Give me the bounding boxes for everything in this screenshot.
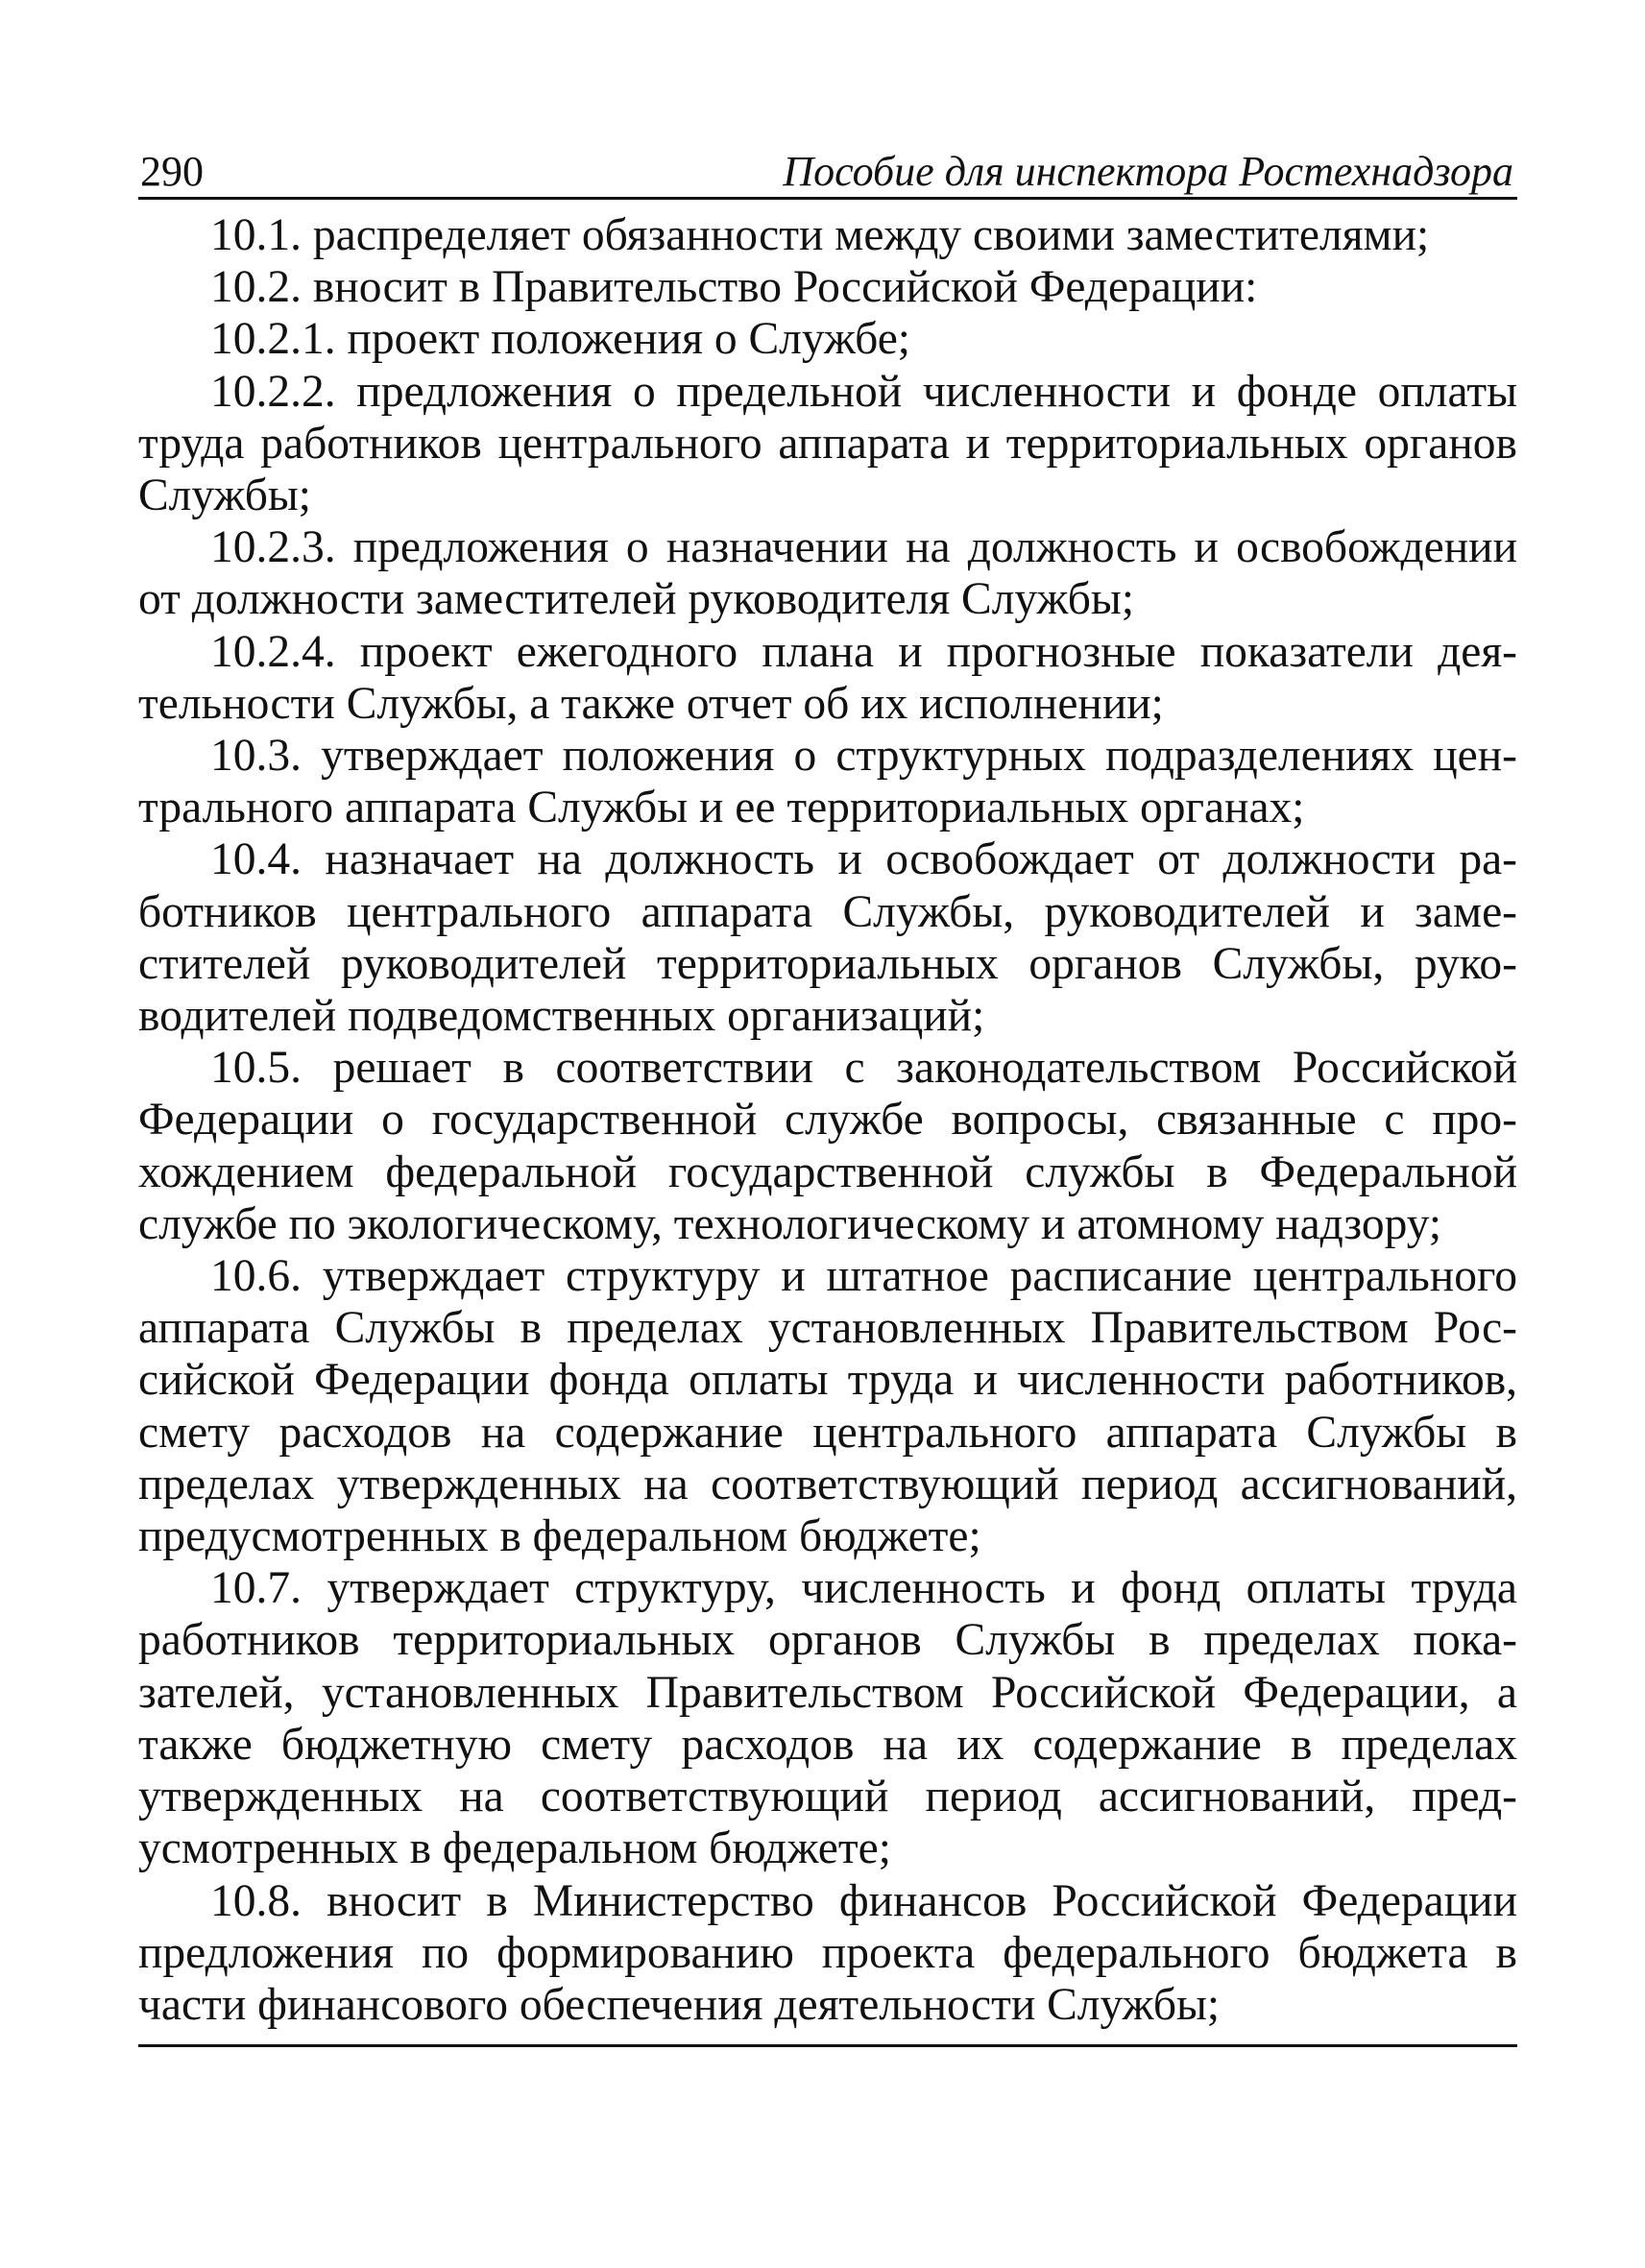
paragraph-10-6: 10.6. утверждает структуру и штатное расписание центрального аппарата Службы в пределах установленных Правительством Российской Федерации фонда оплаты труда и численности работников, смету расходов на содержание центрального аппарата Службы в пределах утвержденных на соответствующий период ассигнований, предусмотренных в федеральном бюджете; (138, 1251, 1517, 1562)
paragraph-10-2-3: 10.2.3. предложения о назначении на должность и освобождении от должности заместителей руководителя Службы; (138, 522, 1517, 625)
paragraph-10-2: 10.2. вносит в Правительство Российской Федерации: (210, 262, 1258, 313)
book-title: Пособие для инспектора Ростехнадзора (783, 148, 1513, 195)
book-page (138, 144, 1517, 2047)
paragraph-10-2-1: 10.2.1. проект положения о Службе; (210, 314, 910, 365)
body-text (138, 209, 1517, 2031)
running-head (138, 144, 1517, 200)
paragraph-10-4: 10.4. назначает на должность и освобождает от должности работников центрального аппарата Службы, руководителей и заместителей руководителей территориальных органов Службы, руководителей подведомственных организаций; (138, 834, 1517, 1042)
paragraph-10-7: 10.7. утверждает структуру, численность и фонд оплаты труда работников территориальных органов Службы в пределах показателей, установленных Правительством Российской Федерации, а также бюджетную смету расходов на их содержание в пределах утвержденных на соответствующий период ассигнований, предусмотренных в федеральном бюджете; (138, 1563, 1517, 1874)
paragraph-10-8: 10.8. вносит в Министерство финансов Российской Федерации предложения по формированию проекта федерального бюджета в части финансового обеспечения деятельности Службы; (138, 1875, 1517, 2030)
bottom-rule (138, 2044, 1517, 2047)
paragraph-10-5: 10.5. решает в соответствии с законодательством Российской Федерации о государственной службе вопросы, связанные с прохождением федеральной государственной службы в Федеральной службе по экологическому, технологическому и атомному надзору; (138, 1043, 1517, 1249)
paragraph-10-2-2: 10.2.2. предложения о предельной численности и фонде оплаты труда работников центрального аппарата и территориальных органов Службы; (138, 366, 1517, 521)
paragraph-10-3: 10.3. утверждает положения о структурных подразделениях центрального аппарата Службы и ее территориальных органах; (138, 731, 1517, 833)
page-number: 290 (140, 148, 204, 195)
paragraph-10-2-4: 10.2.4. проект ежегодного плана и прогнозные показатели деятельности Службы, а также отчет об их исполнении; (138, 626, 1517, 729)
paragraph-10-1: 10.1. распределяет обязанности между своими заместителями; (210, 210, 1430, 260)
